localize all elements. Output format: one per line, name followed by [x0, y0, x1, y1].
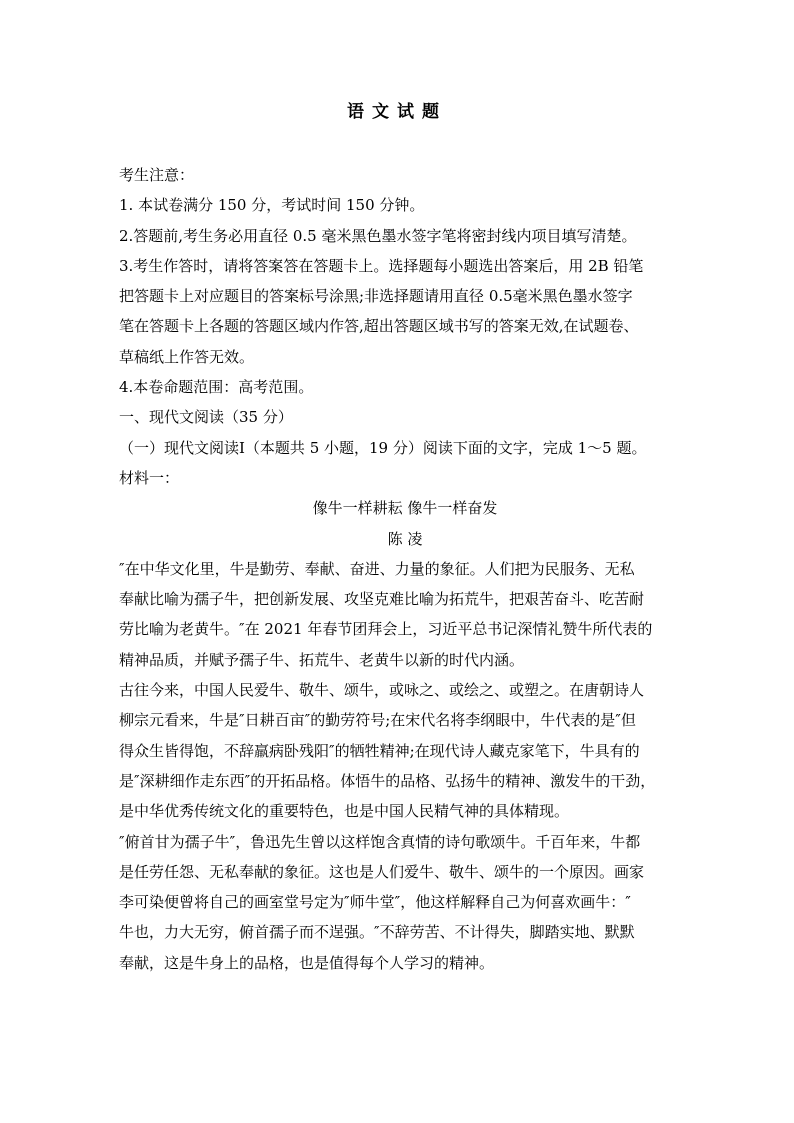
notice-heading: 考生注意： [119, 166, 195, 184]
paragraph-2-line: 古往今来，中国人民爱牛、敬牛、颂牛，或咏之、或绘之、或塑之。在唐朝诗人 [119, 681, 645, 700]
section-heading: 一、现代文阅读（35 分） [119, 408, 293, 427]
section-subheading: （一）现代文阅读Ⅰ（本题共 5 小题，19 分）阅读下面的文字，完成 1～5 题。 [119, 438, 647, 457]
paragraph-1-line: 劳比喻为老黄牛。″在 2021 年春节团拜会上，习近平总书记深情礼赞牛所代表的 [119, 620, 653, 639]
notice-item-3-line: 笔在答题卡上各题的答题区域内作答,超出答题区域书写的答案无效,在试题卷、 [119, 317, 639, 336]
paragraph-3-line: ″俯首甘为孺子牛″，鲁迅先生曾以这样饱含真情的诗句歌颂牛。千百年来，牛都 [119, 832, 641, 851]
paragraph-3-line: 牛也，力大无穷，俯首孺子而不逞强。″不辞劳苦、不计得失，脚踏实地、默默 [119, 923, 635, 942]
paragraph-3-line: 李可染便曾将自己的画室堂号定为″师牛堂″，他这样解释自己为何喜欢画牛：″ [119, 893, 631, 912]
article-author: 陈 凌 [387, 529, 423, 548]
notice-item-4: 4.本卷命题范围：高考范围。 [119, 378, 314, 397]
notice-item-2: 2.答题前,考生务必用直径 0.5 毫米黑色墨水签字笔将密封线内项目填写清楚。 [119, 226, 637, 245]
paragraph-2-line: 是″深耕细作走东西″的开拓品格。体悟牛的品格、弘扬牛的精神、激发牛的干劲， [119, 771, 656, 790]
material-label: 材料一： [119, 468, 180, 487]
paragraph-2-line: 得众生皆得饱，不辞羸病卧残阳″的牺牲精神;在现代诗人藏克家笔下，牛具有的 [119, 741, 640, 760]
notice-item-1: 1. 本试卷满分 150 分，考试时间 150 分钟。 [119, 196, 425, 215]
notice-item-3-line: 草稿纸上作答无效。 [119, 347, 255, 366]
article-title: 像牛一样耕耘 像牛一样奋发 [312, 499, 498, 518]
notice-item-3-line: 把答题卡上对应题目的答案标号涂黑;非选择题请用直径 0.5毫米黑色墨水签字 [119, 287, 633, 306]
page-title: 语文试题 [347, 102, 447, 122]
paragraph-3-line: 是任劳任怨、无私奉献的象征。这也是人们爱牛、敬牛、颂牛的一个原因。画家 [119, 862, 645, 881]
paragraph-2-line: 是中华优秀传统文化的重要特色，也是中国人民精气神的具体精现。 [119, 802, 570, 821]
paragraph-1-line: ″在中华文化里，牛是勤劳、奉献、奋进、力量的象征。人们把为民服务、无私 [119, 559, 635, 578]
paragraph-1-line: 奉献比喻为孺子牛，把创新发展、攻坚克难比喻为拓荒牛，把艰苦奋斗、吃苦耐 [119, 590, 645, 609]
paragraph-3-line: 奉献，这是牛身上的品格，也是值得每个人学习的精神。 [119, 953, 495, 972]
paragraph-1-line: 精神品质，并赋予孺子牛、拓荒牛、老黄牛以新的时代内涵。 [119, 650, 525, 669]
document-body [119, 160, 691, 978]
paragraph-2-line: 柳宗元看来，牛是″日耕百亩″的勤劳符号;在宋代名将李纲眼中，牛代表的是″但 [119, 711, 636, 730]
notice-item-3-line: 3.考生作答时，请将答案答在答题卡上。选择题每小题选出答案后，用 2B 铅笔 [119, 256, 644, 275]
